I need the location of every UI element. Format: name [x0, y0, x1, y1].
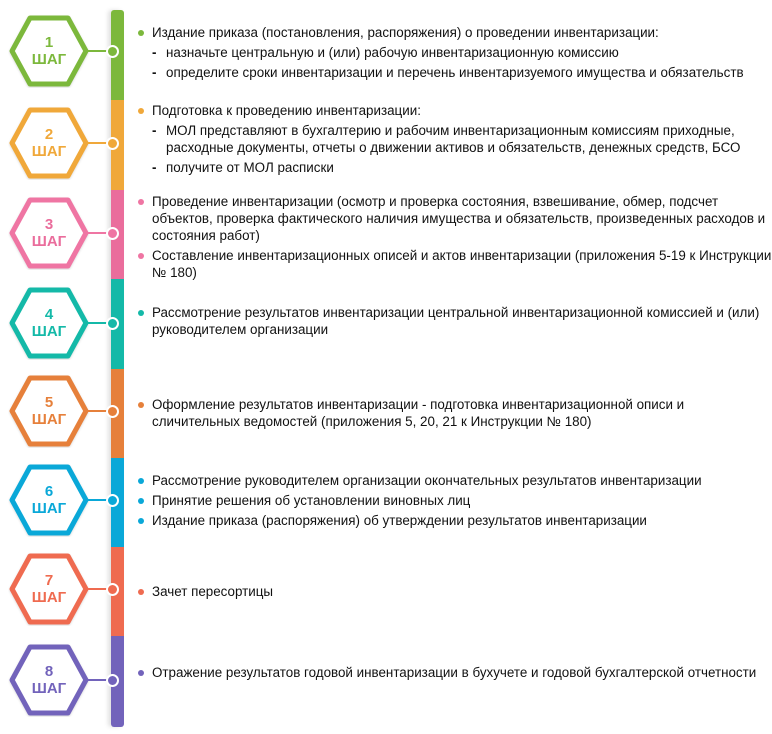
- bullet-icon: [138, 498, 144, 504]
- timeline-node: [106, 317, 119, 330]
- step-content: [138, 664, 772, 684]
- dash-icon: -: [152, 123, 157, 138]
- item-text: Рассмотрение руководителем организации окончательных результатов инвентаризации: [152, 473, 702, 488]
- list-item: [138, 583, 772, 600]
- sub-item: [138, 122, 772, 156]
- item-text: Издание приказа (постановления, распоряжения) о проведении инвентаризации:: [152, 25, 659, 40]
- step-number: 7: [44, 572, 54, 589]
- step-word: ШАГ: [31, 143, 67, 160]
- list-item: [138, 247, 772, 281]
- item-text: Рассмотрение результатов инвентаризации центральной инвентаризационной комиссией и (или) руководителем организации: [152, 305, 760, 337]
- step-number: 4: [44, 306, 54, 323]
- step-word: ШАГ: [31, 680, 67, 697]
- bullet-icon: [138, 30, 144, 36]
- step-content: [138, 193, 772, 284]
- step-hexagon: [8, 463, 90, 537]
- step-hexagon: [8, 286, 90, 360]
- bullet-icon: [138, 310, 144, 316]
- step-content: [138, 472, 772, 532]
- timeline-node: [106, 583, 119, 596]
- sub-item-text: МОЛ представляют в бухгалтерию и рабочим инвентаризационным комиссиям приходные, расходные документы, отчеты о движении активов и обязательств, денежных средств, БСО: [166, 123, 741, 155]
- timeline-node: [106, 45, 119, 58]
- step-hexagon: [8, 14, 90, 88]
- list-item: [138, 304, 772, 338]
- step-content: [138, 102, 772, 179]
- bullet-icon: [138, 478, 144, 484]
- timeline-bar: [111, 10, 124, 727]
- bullet-icon: [138, 670, 144, 676]
- step-content: [138, 304, 772, 341]
- step-number: 1: [44, 34, 54, 51]
- item-text: Проведение инвентаризации (осмотр и проверка состояния, взвешивание, обмер, подсчет объектов, проверка фактического наличия имущества и обязательств, произведенных расходов и состояния работ): [152, 194, 766, 243]
- step-hexagon: [8, 196, 90, 270]
- step-number: 2: [44, 126, 54, 143]
- list-item: [138, 102, 772, 119]
- list-item: [138, 193, 772, 244]
- dash-icon: -: [152, 45, 157, 60]
- step-word: ШАГ: [31, 323, 67, 340]
- dash-icon: -: [152, 65, 157, 80]
- step-word: ШАГ: [31, 233, 67, 250]
- list-item: [138, 512, 772, 529]
- step-word: ШАГ: [31, 589, 67, 606]
- step-number: 3: [44, 216, 54, 233]
- step-word: ШАГ: [31, 51, 67, 68]
- item-text: Зачет пересортицы: [152, 584, 274, 599]
- sub-item-text: получите от МОЛ расписки: [166, 160, 334, 175]
- sub-item: [138, 44, 772, 61]
- step-word: ШАГ: [31, 500, 67, 517]
- step-word: ШАГ: [31, 411, 67, 428]
- step-content: [138, 396, 772, 433]
- timeline-node: [106, 227, 119, 240]
- timeline-node: [106, 494, 119, 507]
- list-item: [138, 472, 772, 489]
- item-text: Оформление результатов инвентаризации - подготовка инвентаризационной описи и сличительных ведомостей (приложения 5, 20, 21 к Инструкции № 180): [152, 397, 685, 429]
- list-item: [138, 396, 772, 430]
- bullet-icon: [138, 589, 144, 595]
- sub-item-text: назначьте центральную и (или) рабочую инвентаризационную комиссию: [166, 45, 619, 60]
- bullet-icon: [138, 253, 144, 259]
- sub-item: [138, 64, 772, 81]
- item-text: Принятие решения об установлении виновных лиц: [152, 493, 471, 508]
- sub-item-text: определите сроки инвентаризации и перечень инвентаризуемого имущества и обязательств: [166, 65, 744, 80]
- list-item: [138, 492, 772, 509]
- step-number: 6: [44, 483, 54, 500]
- bullet-icon: [138, 518, 144, 524]
- item-text: Подготовка к проведению инвентаризации:: [152, 103, 421, 118]
- item-text: Издание приказа (распоряжения) об утверждении результатов инвентаризации: [152, 513, 647, 528]
- timeline-node: [106, 405, 119, 418]
- step-content: [138, 583, 772, 603]
- step-number: 8: [44, 663, 54, 680]
- list-item: [138, 24, 772, 41]
- dash-icon: -: [152, 160, 157, 175]
- step-content: [138, 24, 772, 84]
- timeline-node: [106, 137, 119, 150]
- step-hexagon: [8, 643, 90, 717]
- timeline-node: [106, 674, 119, 687]
- item-text: Отражение результатов годовой инвентаризации в бухучете и годовой бухгалтерской отчетности: [152, 665, 757, 680]
- step-number: 5: [44, 394, 54, 411]
- bullet-icon: [138, 108, 144, 114]
- step-hexagon: [8, 374, 90, 448]
- list-item: [138, 664, 772, 681]
- item-text: Составление инвентаризационных описей и актов инвентаризации (приложения 5-19 к Инструкции № 180): [152, 248, 772, 280]
- step-hexagon: [8, 552, 90, 626]
- step-hexagon: [8, 106, 90, 180]
- bullet-icon: [138, 402, 144, 408]
- bullet-icon: [138, 199, 144, 205]
- sub-item: [138, 159, 772, 176]
